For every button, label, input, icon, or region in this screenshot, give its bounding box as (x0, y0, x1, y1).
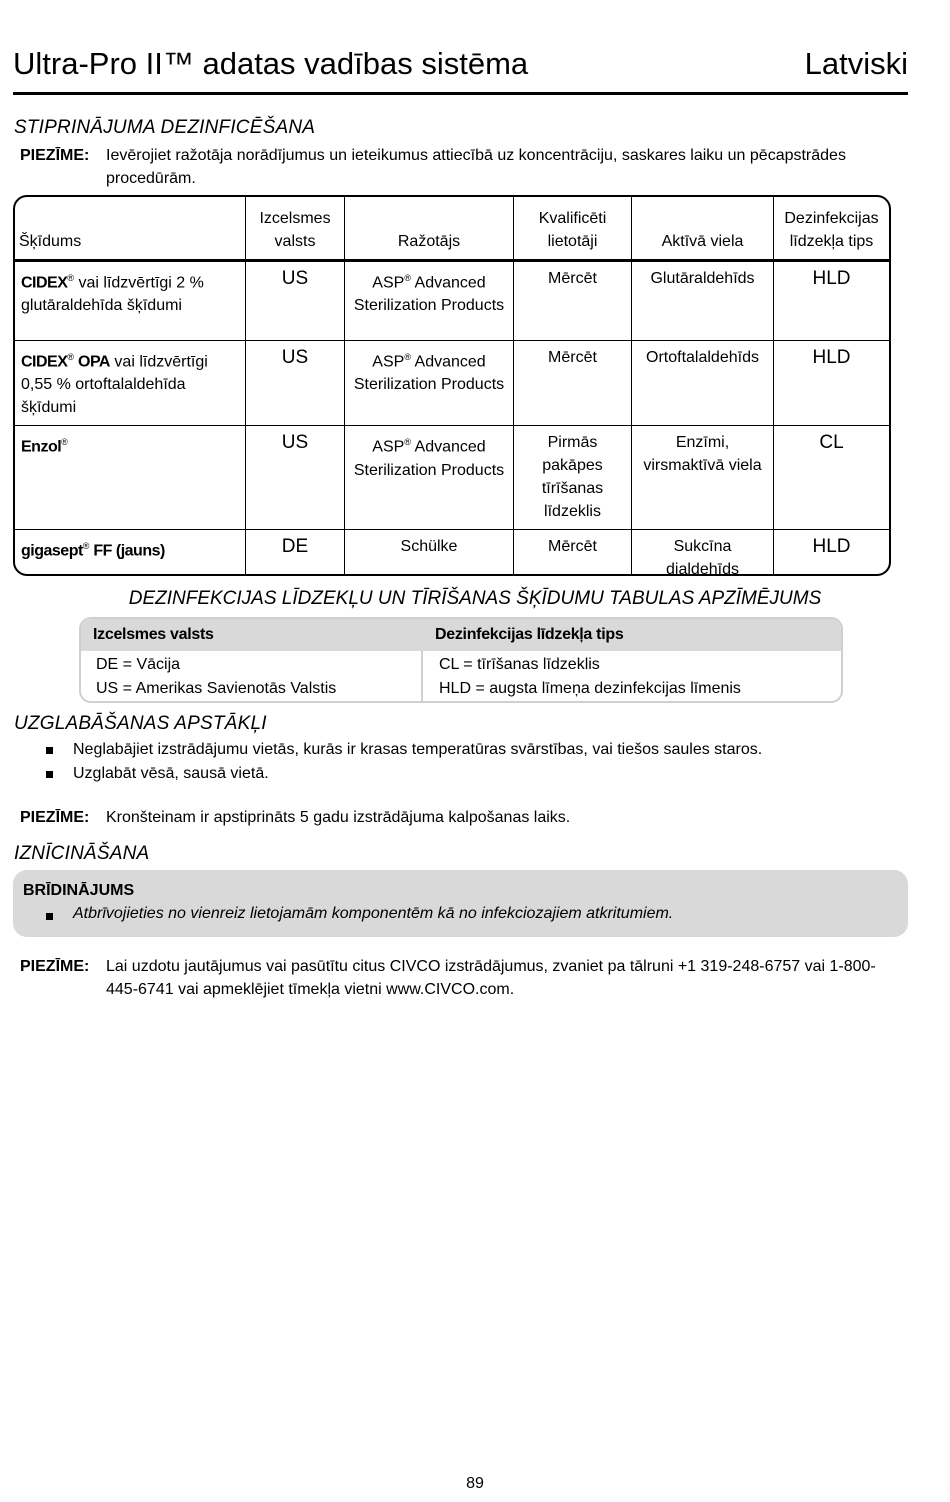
registered-mark: ® (404, 437, 411, 448)
header-country: Izcelsmes valsts (246, 197, 345, 261)
country-cell: US (246, 261, 345, 341)
legend-col2 (423, 651, 841, 701)
section-title-disinfection: STIPRINĀJUMA DEZINFICĒŠANA (14, 117, 316, 138)
header-active-ingredient: Aktīvā viela (632, 197, 774, 261)
solution-name-suffix: OPA (74, 353, 110, 371)
active-cell: Enzīmi, virsmaktīvā viela (632, 426, 774, 530)
warning-bullet: Atbrīvojieties no vienreiz lietojamām komponentēm kā no infekciozajiem atkritumiem. (40, 905, 673, 923)
country-cell: US (246, 426, 345, 530)
solution-name: CIDEX (21, 274, 68, 292)
active-cell: Ortoftalaldehīds (632, 341, 774, 426)
registered-mark: ® (67, 352, 75, 362)
users-cell: Mērcēt (514, 261, 632, 341)
table-header-row (15, 197, 889, 261)
users-cell: Pirmās pakāpes tīrīšanas līdzeklis (514, 426, 632, 530)
registered-mark: ® (67, 273, 75, 283)
section-title-storage: UZGLABĀŠANAS APSTĀKĻI (14, 713, 267, 734)
users-cell: Mērcēt (514, 341, 632, 426)
solution-cell (15, 426, 246, 530)
document-title: Ultra-Pro II™ adatas vadības sistēma (13, 46, 529, 81)
solution-name-suffix: FF (jauns) (89, 542, 165, 560)
disinfection-table (13, 195, 891, 576)
solution-name: gigasept (21, 542, 83, 560)
legend-item: DE = Vācija (96, 656, 181, 673)
note-text: Kronšteinam ir apstiprināts 5 gadu izstrādājuma kalpošanas laiks. (106, 809, 571, 826)
note-text: Ievērojiet ražotāja norādījumus un ieteikumus attiecībā uz koncentrāciju, saskares laiku un pēcapstrādes procedūrām. (106, 147, 846, 187)
solution-cell (15, 341, 246, 426)
active-cell: Glutāraldehīds (632, 261, 774, 341)
manufacturer-name: Advanced Sterilization Products (353, 274, 505, 315)
legend-header (81, 619, 841, 651)
warning-box (13, 870, 908, 937)
note-label: PIEZĪME: (20, 809, 90, 826)
note-text: Lai uzdotu jautājumus vai pasūtītu citus CIVCO izstrādājumus, zvaniet pa tālruni +1 319-248-6757 vai 1-800-445-6741 vai apmeklējiet tīmekļa vietni www.CIVCO.com. (106, 958, 876, 998)
manufacturer-name: Advanced Sterilization Products (353, 438, 505, 479)
page-header (13, 42, 908, 95)
table-row (15, 530, 889, 576)
note-storage (20, 806, 900, 829)
legend-col1-header: Izcelsmes valsts (93, 626, 214, 643)
registered-mark: ® (82, 541, 90, 552)
type-cell: HLD (774, 341, 890, 426)
legend-item: HLD = augsta līmeņa dezinfekcijas līmenis (439, 680, 741, 697)
registered-mark: ® (61, 437, 68, 448)
manufacturer-cell (345, 261, 514, 341)
solution-desc: vai līdzvērtīgi 0,55 % ortoftalaldehīda šķīdumi (21, 353, 208, 417)
header-disinfectant-type: Dezinfekcijas līdzekļa tips (774, 197, 890, 261)
storage-bullets (40, 738, 762, 786)
manufacturer-name: Advanced Sterilization Products (353, 353, 505, 394)
manufacturer-cell (345, 426, 514, 530)
solution-name: Enzol (21, 438, 62, 456)
active-cell: Sukcīna dialdehīds (632, 530, 774, 576)
solution-cell (15, 530, 246, 576)
manufacturer-cell: Schülke (345, 530, 514, 576)
manufacturer-prefix: ASP (372, 274, 405, 292)
header-qualified-users: Kvalificēti lietotāji (514, 197, 632, 261)
legend-col2-header: Dezinfekcijas līdzekļa tips (435, 626, 624, 643)
solution-cell (15, 261, 246, 341)
table-row (15, 341, 889, 426)
country-cell: US (246, 341, 345, 426)
header-solution: Šķīdums (15, 197, 246, 261)
note-contact (20, 955, 900, 1001)
language-label: Latviski (804, 46, 908, 81)
legend-table (79, 617, 843, 703)
section-title-disposal: IZNĪCINĀŠANA (14, 843, 150, 864)
manufacturer-cell (345, 341, 514, 426)
note-label: PIEZĪME: (20, 147, 90, 164)
header-manufacturer: Ražotājs (345, 197, 514, 261)
note-label: PIEZĪME: (20, 958, 90, 975)
solution-name: CIDEX (21, 353, 68, 371)
page-number: 89 (466, 1475, 484, 1492)
manufacturer-prefix: ASP (372, 353, 405, 371)
list-item: Neglabājiet izstrādājumu vietās, kurās ir krasas temperatūras svārstības, vai tiešos saules staros. (40, 738, 762, 762)
table-row (15, 261, 889, 341)
type-cell: HLD (774, 261, 890, 341)
warning-title: BRĪDINĀJUMS (23, 882, 135, 899)
registered-mark: ® (404, 352, 411, 362)
country-cell: DE (246, 530, 345, 576)
legend-title: DEZINFEKCIJAS LĪDZEKĻU UN TĪRĪŠANAS ŠĶĪDUMU TABULAS APZĪMĒJUMS (128, 588, 822, 609)
registered-mark: ® (404, 273, 411, 283)
note-disinfection (20, 144, 900, 190)
solution-desc: vai līdzvērtīgi 2 % glutāraldehīda šķīdumi (21, 274, 204, 315)
type-cell: HLD (774, 530, 890, 576)
legend-col1 (81, 651, 423, 701)
manufacturer-prefix: ASP (372, 438, 405, 456)
legend-item: US = Amerikas Savienotās Valstis (96, 680, 337, 697)
list-item: Uzglabāt vēsā, sausā vietā. (40, 762, 762, 786)
users-cell: Mērcēt (514, 530, 632, 576)
type-cell: CL (774, 426, 890, 530)
table-row (15, 426, 889, 530)
legend-item: CL = tīrīšanas līdzeklis (439, 656, 600, 673)
